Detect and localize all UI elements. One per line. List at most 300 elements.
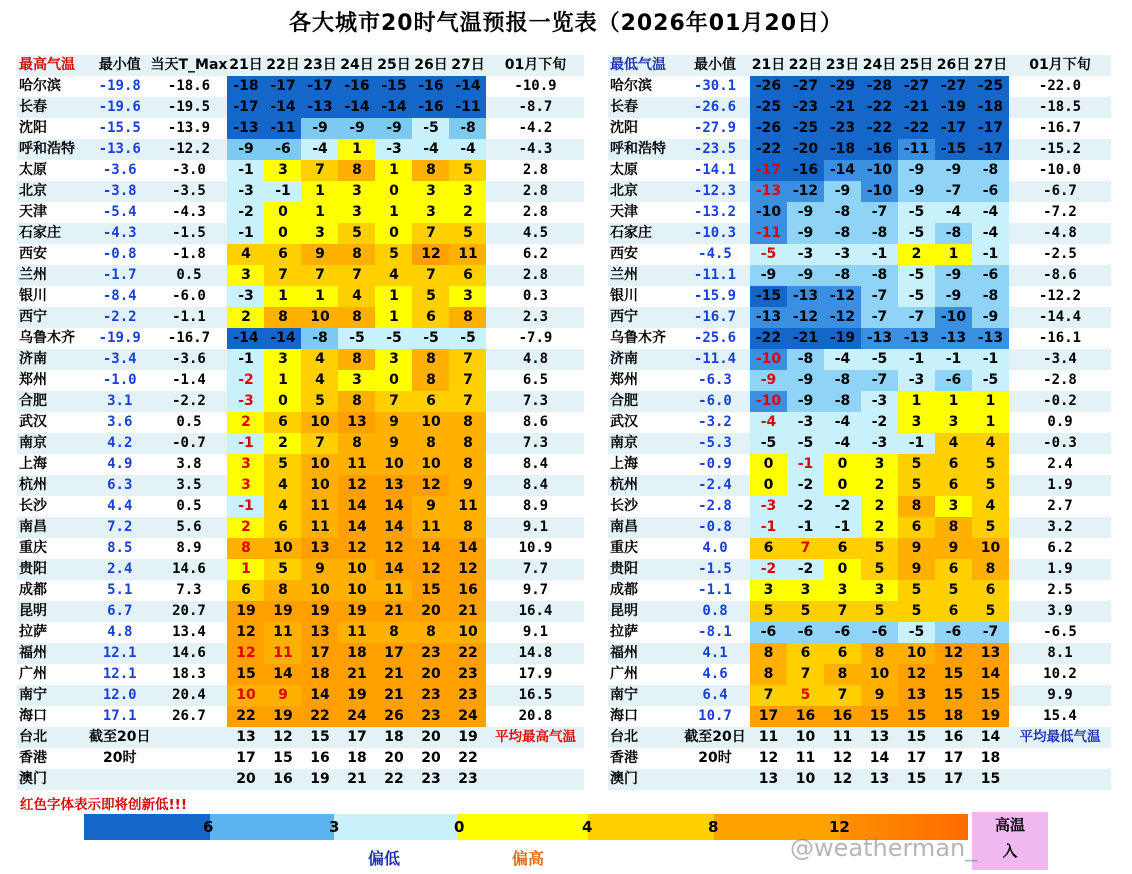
forecast-cell: -6 (787, 622, 824, 643)
forecast-cell: -13 (898, 328, 935, 349)
max-temp-row (17, 748, 584, 769)
forecast-cell: 5 (898, 475, 935, 496)
forecast-cell: 8 (338, 160, 375, 181)
city-name: 南京 (17, 433, 89, 454)
forecast-cell: 9 (264, 685, 301, 706)
forecast-cell: -25 (787, 118, 824, 139)
forecast-cell: -17 (301, 76, 338, 97)
period-average: 6.2 (486, 244, 584, 265)
forecast-cell: 7 (301, 433, 338, 454)
forecast-cell: -5 (750, 433, 787, 454)
min-value: 4.4 (89, 496, 150, 517)
forecast-cell: 2 (227, 517, 264, 538)
forecast-cell: 5 (972, 475, 1009, 496)
forecast-cell: -1 (227, 433, 264, 454)
forecast-cell: -6 (824, 622, 861, 643)
forecast-cell: 10 (338, 559, 375, 580)
forecast-cell: 5 (264, 559, 301, 580)
forecast-cell: -6 (750, 622, 787, 643)
forecast-cell: 3 (338, 202, 375, 223)
min-temp-header-5: 24日 (861, 55, 898, 76)
today-max-value: 0.5 (150, 265, 227, 286)
period-average (486, 748, 584, 769)
forecast-cell: 15 (898, 727, 935, 748)
forecast-cell: -11 (264, 118, 301, 139)
min-value: -13.2 (680, 202, 750, 223)
forecast-cell: 5 (972, 601, 1009, 622)
forecast-cell: 9 (935, 538, 972, 559)
forecast-cell: -22 (750, 328, 787, 349)
forecast-cell: 14 (972, 664, 1009, 685)
forecast-cell: 10 (861, 664, 898, 685)
max-temp-row (17, 244, 584, 265)
min-value: -3.6 (89, 160, 150, 181)
forecast-cell: 12 (750, 748, 787, 769)
period-average: 3.9 (1009, 601, 1111, 622)
max-temp-row (17, 601, 584, 622)
city-name: 呼和浩特 (608, 139, 680, 160)
forecast-cell: -6 (935, 370, 972, 391)
city-name: 澳门 (17, 769, 89, 790)
forecast-cell: -17 (227, 97, 264, 118)
forecast-cell: -1 (898, 433, 935, 454)
forecast-cell: 5 (972, 517, 1009, 538)
forecast-cell: 5 (338, 223, 375, 244)
min-value: 2.4 (89, 559, 150, 580)
forecast-cell: -5 (787, 433, 824, 454)
forecast-cell: -7 (898, 307, 935, 328)
period-average: 9.1 (486, 517, 584, 538)
max-temp-row (17, 559, 584, 580)
city-name: 西安 (17, 244, 89, 265)
min-temp-row (608, 244, 1111, 265)
forecast-cell: -7 (972, 622, 1009, 643)
city-name: 武汉 (17, 412, 89, 433)
forecast-cell: -9 (750, 265, 787, 286)
forecast-cell: 18 (972, 748, 1009, 769)
forecast-cell: 0 (264, 223, 301, 244)
forecast-cell: -2 (861, 412, 898, 433)
forecast-cell: 9 (375, 412, 412, 433)
forecast-cell: 13 (898, 685, 935, 706)
forecast-cell: 8 (750, 664, 787, 685)
forecast-cell: 2 (861, 496, 898, 517)
city-name: 兰州 (608, 265, 680, 286)
legend-swatch-3 (334, 814, 458, 840)
forecast-cell: -7 (861, 286, 898, 307)
period-average: 2.8 (486, 181, 584, 202)
city-name: 西安 (608, 244, 680, 265)
min-temp-header-0: 最低气温 (608, 55, 680, 76)
max-temp-row (17, 328, 584, 349)
max-temp-row (17, 349, 584, 370)
forecast-cell: 17 (227, 748, 264, 769)
forecast-cell: 19 (301, 769, 338, 790)
forecast-cell: 11 (301, 496, 338, 517)
forecast-cell: -1 (861, 244, 898, 265)
forecast-cell: 15 (861, 706, 898, 727)
min-temp-row (608, 307, 1111, 328)
max-temp-row (17, 454, 584, 475)
forecast-cell: 9 (375, 433, 412, 454)
forecast-cell: 8 (375, 622, 412, 643)
forecast-cell: 8 (338, 307, 375, 328)
city-name: 南宁 (17, 685, 89, 706)
forecast-cell: 8 (338, 244, 375, 265)
min-value: 7.2 (89, 517, 150, 538)
forecast-cell: -16 (861, 139, 898, 160)
forecast-cell: -3 (227, 286, 264, 307)
forecast-cell: 18 (338, 748, 375, 769)
min-value: -19.9 (89, 328, 150, 349)
max-temp-row (17, 643, 584, 664)
forecast-cell: 19 (338, 685, 375, 706)
forecast-cell: 8 (338, 391, 375, 412)
forecast-cell: 7 (301, 160, 338, 181)
period-average: -16.1 (1009, 328, 1111, 349)
forecast-cell: 16 (824, 706, 861, 727)
legend-stop-6: 6 (203, 818, 214, 836)
period-average: 2.8 (486, 160, 584, 181)
today-max-value: 18.3 (150, 664, 227, 685)
forecast-cell: 18 (935, 706, 972, 727)
forecast-cell: -17 (264, 76, 301, 97)
forecast-cell: -27 (787, 76, 824, 97)
city-name: 拉萨 (17, 622, 89, 643)
forecast-cell: 8 (449, 454, 486, 475)
forecast-cell: 8 (264, 580, 301, 601)
forecast-cell: 8 (264, 307, 301, 328)
forecast-cell: -1 (824, 517, 861, 538)
forecast-cell: 5 (861, 601, 898, 622)
today-max-value: -1.5 (150, 223, 227, 244)
city-name: 上海 (17, 454, 89, 475)
min-temp-row (608, 622, 1111, 643)
forecast-cell: -8 (861, 223, 898, 244)
period-average: 6.5 (486, 370, 584, 391)
forecast-cell: 4 (301, 349, 338, 370)
legend-stop-12: 12 (829, 818, 850, 836)
max-temp-row (17, 517, 584, 538)
min-temp-row (608, 538, 1111, 559)
legend-stop-8: 8 (708, 818, 719, 836)
max-temp-header-row (17, 55, 584, 76)
forecast-cell: -18 (824, 139, 861, 160)
min-temp-row (608, 580, 1111, 601)
forecast-cell: -21 (824, 97, 861, 118)
forecast-cell: 14 (861, 748, 898, 769)
forecast-cell: 12 (412, 244, 449, 265)
forecast-cell: 20 (412, 601, 449, 622)
forecast-cell: 7 (412, 223, 449, 244)
forecast-cell: 14 (264, 664, 301, 685)
forecast-cell: 2 (227, 412, 264, 433)
forecast-cell: 0 (824, 454, 861, 475)
forecast-cell: -14 (227, 328, 264, 349)
min-value: -4.3 (89, 223, 150, 244)
forecast-cell: 0 (824, 559, 861, 580)
forecast-cell: -22 (898, 118, 935, 139)
city-name: 银川 (608, 286, 680, 307)
city-name: 兰州 (17, 265, 89, 286)
forecast-cell: -3 (861, 391, 898, 412)
min-value: 12.1 (89, 643, 150, 664)
legend-stop-4: 4 (582, 818, 593, 836)
forecast-cell: 5 (375, 244, 412, 265)
forecast-cell: 13 (972, 643, 1009, 664)
forecast-cell: 1 (264, 286, 301, 307)
min-value: -16.7 (680, 307, 750, 328)
forecast-cell: -2 (750, 559, 787, 580)
forecast-cell: 0 (824, 475, 861, 496)
forecast-cell: -14 (338, 97, 375, 118)
forecast-cell: 9 (301, 559, 338, 580)
forecast-cell: 7 (449, 349, 486, 370)
forecast-cell: -19 (935, 97, 972, 118)
min-value: 12.0 (89, 685, 150, 706)
forecast-cell: -7 (935, 181, 972, 202)
forecast-cell: 7 (412, 265, 449, 286)
forecast-cell: 12 (264, 727, 301, 748)
forecast-cell: -6 (972, 265, 1009, 286)
min-value: -30.1 (680, 76, 750, 97)
max-temp-row (17, 181, 584, 202)
city-name: 杭州 (17, 475, 89, 496)
today-max-value: -3.0 (150, 160, 227, 181)
min-temp-row (608, 286, 1111, 307)
period-average: -0.2 (1009, 391, 1111, 412)
min-temp-row (608, 706, 1111, 727)
forecast-cell: 4 (264, 475, 301, 496)
forecast-cell: 1 (935, 244, 972, 265)
city-name: 银川 (17, 286, 89, 307)
forecast-cell: 4 (338, 286, 375, 307)
forecast-cell: -19 (824, 328, 861, 349)
period-average: 4.8 (486, 349, 584, 370)
forecast-cell: 19 (449, 727, 486, 748)
period-average: -10.0 (1009, 160, 1111, 181)
period-average: -6.5 (1009, 622, 1111, 643)
forecast-cell: -14 (824, 160, 861, 181)
forecast-cell: 2 (898, 244, 935, 265)
city-name: 台北 (608, 727, 680, 748)
min-value: -6.0 (680, 391, 750, 412)
forecast-cell: 19 (301, 601, 338, 622)
max-temp-header-0: 最高气温 (17, 55, 89, 76)
forecast-cell: -9 (375, 118, 412, 139)
forecast-cell: -11 (449, 97, 486, 118)
forecast-cell: 13 (750, 769, 787, 790)
forecast-cell: 26 (375, 706, 412, 727)
forecast-cell: 2 (449, 202, 486, 223)
today-max-value: 26.7 (150, 706, 227, 727)
max-temp-row (17, 307, 584, 328)
forecast-cell: 3 (227, 265, 264, 286)
min-value: 4.9 (89, 454, 150, 475)
period-average: 2.3 (486, 307, 584, 328)
city-name: 沈阳 (17, 118, 89, 139)
today-max-value: -1.4 (150, 370, 227, 391)
forecast-cell: 17 (898, 748, 935, 769)
min-temp-row (608, 412, 1111, 433)
today-max-value: 0.5 (150, 496, 227, 517)
city-name: 乌鲁木齐 (17, 328, 89, 349)
forecast-cell: 4 (301, 370, 338, 391)
period-average: -3.4 (1009, 349, 1111, 370)
forecast-cell: 4 (375, 265, 412, 286)
max-temp-row (17, 496, 584, 517)
forecast-cell: -3 (227, 181, 264, 202)
forecast-cell: 10 (787, 727, 824, 748)
min-value (680, 769, 750, 790)
forecast-cell: -25 (972, 76, 1009, 97)
period-average: -16.7 (1009, 118, 1111, 139)
city-name: 南宁 (608, 685, 680, 706)
city-name: 台北 (17, 727, 89, 748)
min-value: 3.1 (89, 391, 150, 412)
min-value: -12.3 (680, 181, 750, 202)
min-temp-row (608, 517, 1111, 538)
forecast-cell: 20 (375, 748, 412, 769)
min-value: 20时 (680, 748, 750, 769)
max-temp-row (17, 412, 584, 433)
min-temp-row (608, 160, 1111, 181)
city-name: 杭州 (608, 475, 680, 496)
forecast-cell: 6 (787, 643, 824, 664)
forecast-cell: 21 (375, 685, 412, 706)
forecast-cell: 3 (412, 181, 449, 202)
forecast-cell: -7 (861, 370, 898, 391)
forecast-cell: 22 (227, 706, 264, 727)
forecast-cell: 6 (750, 538, 787, 559)
forecast-cell: 11 (449, 244, 486, 265)
period-average: 8.9 (486, 496, 584, 517)
forecast-cell: 6 (972, 580, 1009, 601)
min-temp-table (608, 55, 1111, 790)
forecast-cell: 1 (935, 391, 972, 412)
forecast-cell: -5 (375, 328, 412, 349)
forecast-cell: -5 (412, 328, 449, 349)
max-temp-row (17, 706, 584, 727)
min-temp-row (608, 475, 1111, 496)
forecast-cell: -1 (227, 349, 264, 370)
min-value: 6.3 (89, 475, 150, 496)
forecast-cell: -9 (824, 181, 861, 202)
forecast-cell: -8 (824, 223, 861, 244)
forecast-cell: -17 (972, 139, 1009, 160)
min-value: 截至20日 (89, 727, 150, 748)
forecast-cell: 9 (898, 538, 935, 559)
forecast-cell: -2 (787, 475, 824, 496)
today-max-value: 14.6 (150, 559, 227, 580)
period-average: 16.4 (486, 601, 584, 622)
city-name: 长春 (17, 97, 89, 118)
city-name: 贵阳 (17, 559, 89, 580)
forecast-cell: 6 (935, 559, 972, 580)
period-average: -4.2 (486, 118, 584, 139)
min-value: 6.4 (680, 685, 750, 706)
forecast-cell: 0 (750, 454, 787, 475)
min-value: 4.8 (89, 622, 150, 643)
period-average: 20.8 (486, 706, 584, 727)
max-temp-header-3: 21日 (227, 55, 264, 76)
forecast-cell: -9 (898, 160, 935, 181)
today-max-value: -1.1 (150, 307, 227, 328)
forecast-cell: -5 (750, 244, 787, 265)
forecast-cell: 17 (935, 769, 972, 790)
min-value: -19.8 (89, 76, 150, 97)
min-value: -25.6 (680, 328, 750, 349)
city-name: 长沙 (17, 496, 89, 517)
city-name: 海口 (17, 706, 89, 727)
today-max-value: 3.8 (150, 454, 227, 475)
forecast-cell: -5 (861, 349, 898, 370)
period-average (486, 769, 584, 790)
forecast-cell: 8 (412, 622, 449, 643)
max-temp-row (17, 685, 584, 706)
period-average: -8.6 (1009, 265, 1111, 286)
forecast-cell: -9 (227, 139, 264, 160)
min-value: -27.9 (680, 118, 750, 139)
forecast-cell: -5 (898, 265, 935, 286)
forecast-cell: -10 (750, 349, 787, 370)
forecast-cell: -18 (972, 97, 1009, 118)
forecast-cell: -5 (898, 286, 935, 307)
forecast-cell: 5 (787, 685, 824, 706)
forecast-cell: -5 (898, 202, 935, 223)
forecast-cell: -1 (787, 517, 824, 538)
forecast-cell: 23 (412, 769, 449, 790)
forecast-cell: 14 (338, 496, 375, 517)
legend-low-label: 偏低 (368, 849, 401, 868)
min-value: 12.1 (89, 664, 150, 685)
forecast-cell: 3 (375, 349, 412, 370)
forecast-cell: 7 (338, 265, 375, 286)
min-temp-header-8: 27日 (972, 55, 1009, 76)
forecast-cell: -8 (824, 391, 861, 412)
forecast-cell: -5 (449, 328, 486, 349)
min-value: -23.5 (680, 139, 750, 160)
today-max-value: 20.7 (150, 601, 227, 622)
today-max-value: -19.5 (150, 97, 227, 118)
period-average: 2.8 (486, 202, 584, 223)
forecast-cell: -9 (935, 160, 972, 181)
forecast-cell: -8 (824, 202, 861, 223)
legend-stop-0: 0 (454, 818, 465, 836)
forecast-cell: 9 (898, 559, 935, 580)
forecast-cell: 7 (824, 601, 861, 622)
min-temp-header-6: 25日 (898, 55, 935, 76)
forecast-cell: 8 (412, 433, 449, 454)
forecast-cell: 6 (227, 580, 264, 601)
forecast-cell: -4 (972, 202, 1009, 223)
today-max-value: 13.4 (150, 622, 227, 643)
forecast-cell: 11 (824, 727, 861, 748)
forecast-cell: -25 (750, 97, 787, 118)
forecast-cell: -10 (935, 307, 972, 328)
forecast-cell: -13 (227, 118, 264, 139)
min-value: 4.2 (89, 433, 150, 454)
city-name: 海口 (608, 706, 680, 727)
forecast-cell: 3 (412, 202, 449, 223)
min-temp-grid (608, 55, 1111, 790)
forecast-cell: 8 (449, 412, 486, 433)
min-temp-row (608, 97, 1111, 118)
forecast-cell: -3 (750, 496, 787, 517)
period-average: -10.9 (486, 76, 584, 97)
city-name: 石家庄 (17, 223, 89, 244)
forecast-cell: -14 (264, 328, 301, 349)
